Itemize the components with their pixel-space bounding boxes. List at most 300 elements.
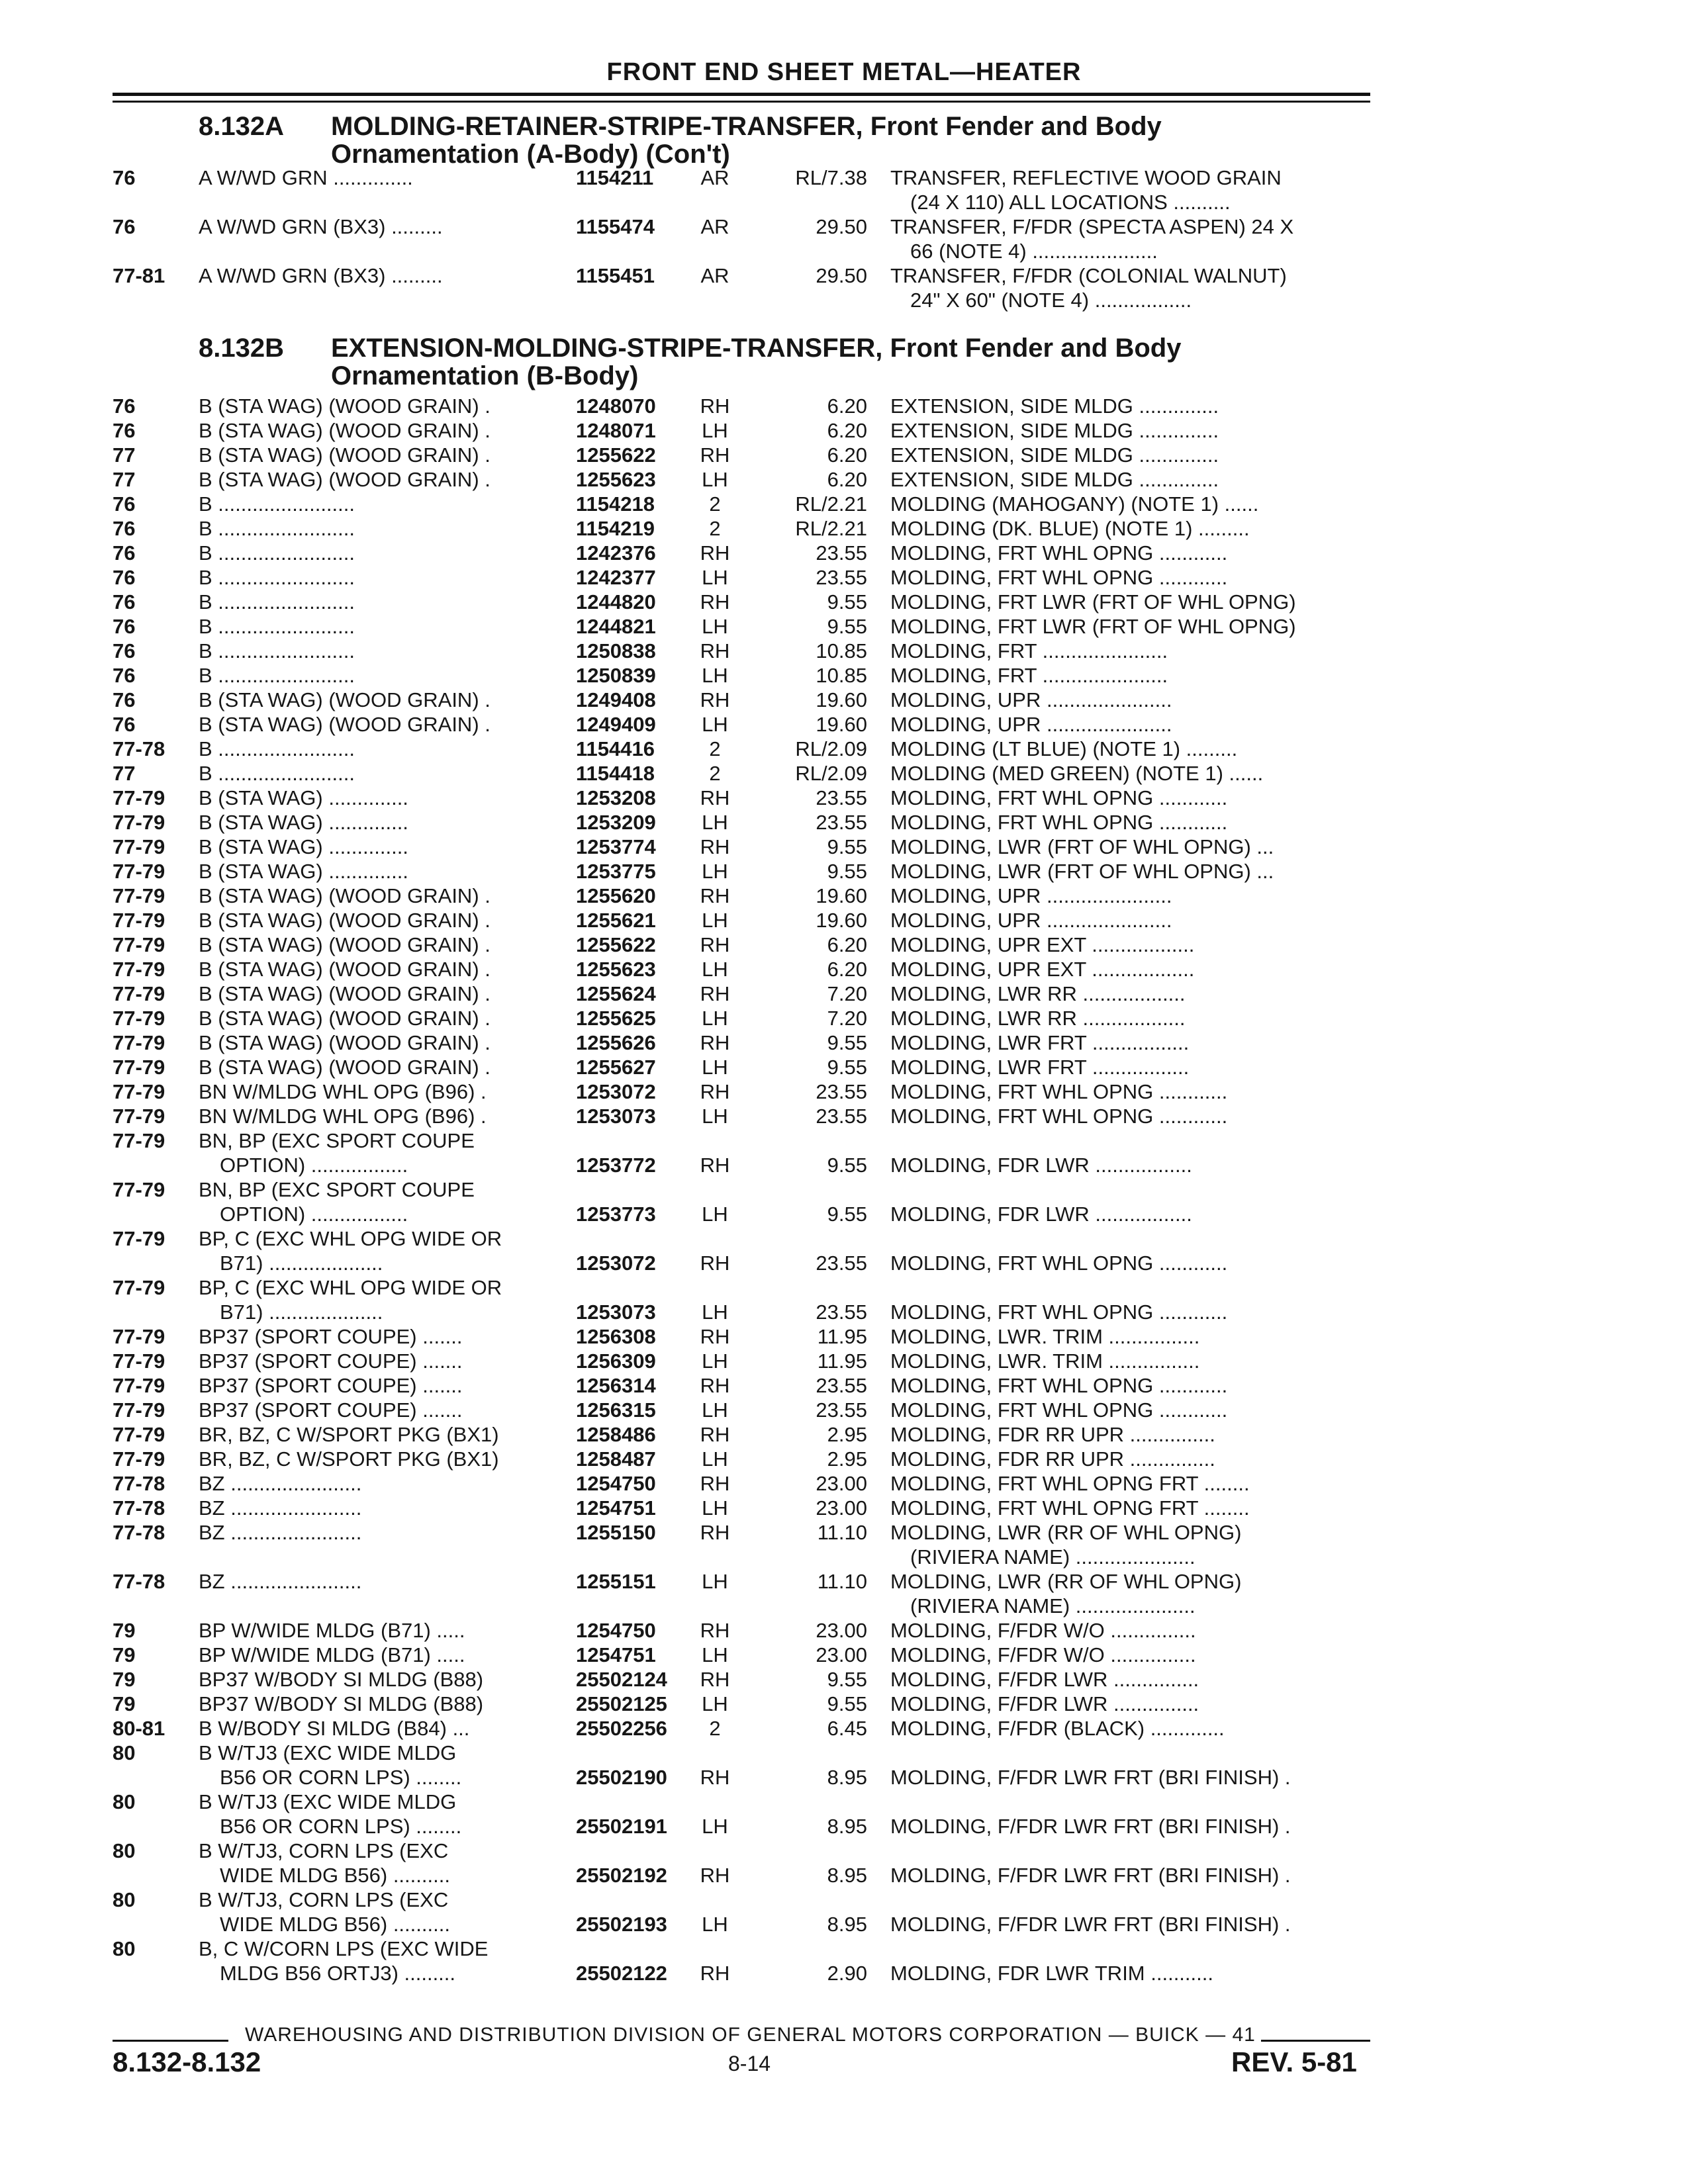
part-number: 1250839 (576, 664, 656, 687)
part-description: MOLDING, UPR ...................... (890, 688, 1172, 711)
model-year: 77-79 (113, 884, 165, 907)
part-number: 1253209 (576, 811, 656, 834)
part-description: MOLDING, FDR RR UPR ............... (890, 1423, 1215, 1446)
price: 6.20 (827, 933, 867, 956)
part-number: 1255151 (576, 1570, 656, 1593)
model-year: 79 (113, 1668, 136, 1691)
model-description: B W/TJ3, CORN LPS (EXC WIDE MLDG B56) .......... (199, 1888, 450, 1936)
side-code: RH (700, 835, 730, 858)
price: 23.55 (816, 1374, 867, 1397)
part-description: MOLDING, FRT WHL OPNG ............ (890, 541, 1228, 565)
part-description: MOLDING, F/FDR (BLACK) ............. (890, 1717, 1225, 1740)
model-description: B ........................ (199, 664, 355, 687)
part-description: MOLDING (MAHOGANY) (NOTE 1) ...... (890, 492, 1259, 516)
part-description: MOLDING, F/FDR LWR FRT (BRI FINISH) . (890, 1815, 1291, 1838)
price: 10.85 (816, 639, 867, 662)
price: 6.20 (827, 443, 867, 467)
model-year: 77-78 (113, 737, 165, 760)
price: 29.50 (816, 215, 867, 238)
price: 9.55 (827, 1056, 867, 1079)
model-description: BZ ....................... (199, 1521, 362, 1544)
part-description: MOLDING, FRT ...................... (890, 664, 1168, 687)
side-code: LH (702, 1643, 728, 1666)
side-code: RH (700, 1325, 730, 1348)
part-description: MOLDING, UPR EXT .................. (890, 958, 1195, 981)
model-description: BZ ....................... (199, 1496, 362, 1520)
model-description: BN W/MLDG WHL OPG (B96) . (199, 1105, 487, 1128)
price: 7.20 (827, 982, 867, 1005)
price: 29.50 (816, 264, 867, 287)
side-code: 2 (709, 517, 721, 540)
model-description: B (STA WAG) .............. (199, 786, 408, 809)
part-description: TRANSFER, F/FDR (COLONIAL WALNUT) 24" X 60" (NOTE 4) ................. (890, 264, 1287, 312)
part-description: MOLDING, LWR (FRT OF WHL OPNG) ... (890, 835, 1274, 858)
model-description: B (STA WAG) (WOOD GRAIN) . (199, 909, 491, 932)
price: 23.55 (816, 1080, 867, 1103)
model-description: B ........................ (199, 615, 355, 638)
model-description: B ........................ (199, 590, 355, 614)
side-code: LH (702, 1398, 728, 1422)
side-code: LH (702, 468, 728, 491)
model-description: BN, BP (EXC SPORT COUPE OPTION) ................. (199, 1129, 475, 1177)
side-code: LH (702, 811, 728, 834)
side-code: RH (700, 1521, 730, 1544)
price: 23.55 (816, 1105, 867, 1128)
part-description: MOLDING, F/FDR W/O ............... (890, 1643, 1196, 1666)
model-description: B (STA WAG) (WOOD GRAIN) . (199, 1056, 491, 1079)
model-description: B ........................ (199, 737, 355, 760)
price: 23.55 (816, 811, 867, 834)
price: 2.95 (827, 1423, 867, 1446)
price: RL/2.09 (795, 737, 867, 760)
price: 11.10 (817, 1521, 867, 1544)
footer-revision: REV. 5-81 (1231, 2046, 1357, 2077)
model-year: 77-79 (113, 1105, 165, 1128)
part-description: MOLDING, FRT WHL OPNG FRT ........ (890, 1472, 1250, 1495)
part-number: 1255623 (576, 468, 656, 491)
part-number: 1255625 (576, 1007, 656, 1030)
part-number: 1255620 (576, 884, 656, 907)
side-code: LH (702, 1300, 728, 1324)
price: 6.20 (827, 958, 867, 981)
part-number: 1253072 (576, 1080, 656, 1103)
part-number: 1255626 (576, 1031, 656, 1054)
part-number: 1254750 (576, 1619, 656, 1642)
model-description: BP37 (SPORT COUPE) ....... (199, 1374, 463, 1397)
part-description: MOLDING, FDR LWR TRIM ........... (890, 1962, 1213, 1985)
side-code: RH (700, 1619, 730, 1642)
model-year: 76 (113, 166, 136, 189)
model-description: BP37 (SPORT COUPE) ....... (199, 1398, 463, 1422)
model-description: BN, BP (EXC SPORT COUPE OPTION) ................. (199, 1178, 475, 1226)
part-number: 1255622 (576, 933, 656, 956)
model-year: 77-79 (113, 933, 165, 956)
part-description: MOLDING (DK. BLUE) (NOTE 1) ......... (890, 517, 1250, 540)
model-description: BP W/WIDE MLDG (B71) ..... (199, 1643, 465, 1666)
side-code: RH (700, 443, 730, 467)
side-code: LH (702, 1815, 728, 1838)
side-code: RH (700, 1374, 730, 1397)
model-description: BP37 (SPORT COUPE) ....... (199, 1325, 463, 1348)
part-number: 1249408 (576, 688, 656, 711)
side-code: RH (700, 639, 730, 662)
model-year: 76 (113, 713, 136, 736)
part-description: MOLDING, F/FDR LWR FRT (BRI FINISH) . (890, 1864, 1291, 1887)
part-number: 1248071 (576, 419, 656, 442)
part-description: EXTENSION, SIDE MLDG .............. (890, 394, 1219, 418)
side-code: LH (702, 958, 728, 981)
model-year: 76 (113, 664, 136, 687)
part-number: 1154218 (576, 492, 655, 516)
price: 23.55 (816, 1300, 867, 1324)
side-code: AR (700, 215, 729, 238)
model-description: B W/TJ3 (EXC WIDE MLDG B56 OR CORN LPS) ........ (199, 1741, 462, 1789)
footer-rule-right (1261, 2040, 1370, 2042)
part-description: MOLDING (LT BLUE) (NOTE 1) ......... (890, 737, 1238, 760)
part-number: 1256314 (576, 1374, 656, 1397)
model-year: 77 (113, 762, 136, 785)
model-description: BP37 (SPORT COUPE) ....... (199, 1349, 463, 1373)
model-description: B (STA WAG) (WOOD GRAIN) . (199, 394, 491, 418)
model-year: 76 (113, 492, 136, 516)
side-code: LH (702, 1447, 728, 1471)
part-description: MOLDING, LWR FRT ................. (890, 1056, 1190, 1079)
model-year: 77-79 (113, 1056, 165, 1079)
footer-page-number: 8-14 (728, 2052, 771, 2075)
price: 9.55 (827, 835, 867, 858)
side-code: LH (702, 615, 728, 638)
model-year: 77-79 (113, 811, 165, 834)
part-description: MOLDING, UPR ...................... (890, 713, 1172, 736)
price: 9.55 (827, 1031, 867, 1054)
model-year: 77-78 (113, 1496, 165, 1520)
side-code: LH (702, 664, 728, 687)
side-code: RH (700, 1154, 730, 1177)
model-year: 77-79 (113, 786, 165, 809)
model-description: B (STA WAG) (WOOD GRAIN) . (199, 713, 491, 736)
model-year: 77-79 (113, 1423, 165, 1446)
part-number: 1154211 (576, 166, 654, 189)
price: 23.55 (816, 1251, 867, 1275)
part-description: EXTENSION, SIDE MLDG .............. (890, 468, 1219, 491)
side-code: LH (702, 713, 728, 736)
price: 23.55 (816, 1398, 867, 1422)
part-number: 1256315 (576, 1398, 656, 1422)
part-description: MOLDING, FRT WHL OPNG ............ (890, 786, 1228, 809)
model-description: B (STA WAG) (WOOD GRAIN) . (199, 1031, 491, 1054)
part-number: 1253072 (576, 1251, 656, 1275)
price: 8.95 (827, 1864, 867, 1887)
model-description: BP37 W/BODY SI MLDG (B88) (199, 1668, 484, 1691)
part-description: MOLDING, F/FDR W/O ............... (890, 1619, 1196, 1642)
model-description: B (STA WAG) (WOOD GRAIN) . (199, 688, 491, 711)
side-code: RH (700, 1668, 730, 1691)
model-description: BR, BZ, C W/SPORT PKG (BX1) (199, 1447, 499, 1471)
price: 6.20 (827, 419, 867, 442)
model-description: B (STA WAG) .............. (199, 811, 408, 834)
part-number: 1250838 (576, 639, 656, 662)
side-code: 2 (709, 737, 721, 760)
price: 23.00 (816, 1619, 867, 1642)
model-year: 77-79 (113, 1374, 165, 1397)
model-description: B (STA WAG) (WOOD GRAIN) . (199, 933, 491, 956)
model-description: BN W/MLDG WHL OPG (B96) . (199, 1080, 487, 1103)
model-description: B (STA WAG) (WOOD GRAIN) . (199, 468, 491, 491)
model-description: B (STA WAG) (WOOD GRAIN) . (199, 419, 491, 442)
part-number: 1155474 (576, 215, 655, 238)
part-description: EXTENSION, SIDE MLDG .............. (890, 443, 1219, 467)
model-year: 77-79 (113, 1447, 165, 1471)
part-number: 25502256 (576, 1717, 667, 1740)
part-number: 1258487 (576, 1447, 656, 1471)
model-year: 77-79 (113, 909, 165, 932)
part-description: MOLDING, F/FDR LWR ............... (890, 1692, 1199, 1715)
model-description: B (STA WAG) (WOOD GRAIN) . (199, 958, 491, 981)
part-number: 1256309 (576, 1349, 656, 1373)
model-description: B ........................ (199, 517, 355, 540)
part-number: 25502122 (576, 1962, 667, 1985)
price: 23.00 (816, 1496, 867, 1520)
price: 6.45 (827, 1717, 867, 1740)
price: 9.55 (827, 1203, 867, 1226)
model-description: B W/TJ3 (EXC WIDE MLDG B56 OR CORN LPS) ........ (199, 1790, 462, 1838)
side-code: LH (702, 419, 728, 442)
part-number: 1253073 (576, 1300, 656, 1324)
model-year: 80 (113, 1888, 136, 1911)
page-header: FRONT END SHEET METAL—HEATER (606, 58, 1082, 86)
model-year: 76 (113, 541, 136, 565)
price: 8.95 (827, 1815, 867, 1838)
side-code: RH (700, 1472, 730, 1495)
header-rule (113, 93, 1370, 96)
footer-rule-left (113, 2040, 228, 2042)
price: 9.55 (827, 1154, 867, 1177)
model-description: B (STA WAG) (WOOD GRAIN) . (199, 443, 491, 467)
part-number: 1155451 (576, 264, 655, 287)
part-number: 1255622 (576, 443, 656, 467)
side-code: LH (702, 1349, 728, 1373)
price: 11.10 (817, 1570, 867, 1593)
part-description: MOLDING, FDR LWR ................. (890, 1203, 1192, 1226)
part-number: 1253772 (576, 1154, 656, 1177)
side-code: 2 (709, 762, 721, 785)
model-year: 76 (113, 688, 136, 711)
model-year: 77 (113, 468, 136, 491)
side-code: RH (700, 1766, 730, 1789)
side-code: RH (700, 394, 730, 418)
model-year: 77-79 (113, 958, 165, 981)
part-number: 25502193 (576, 1913, 667, 1936)
model-description: BZ ....................... (199, 1472, 362, 1495)
price: 6.20 (827, 394, 867, 418)
part-description: MOLDING, LWR. TRIM ................ (890, 1349, 1200, 1373)
side-code: RH (700, 1251, 730, 1275)
part-description: MOLDING, LWR (FRT OF WHL OPNG) ... (890, 860, 1274, 883)
part-number: 1254751 (576, 1643, 656, 1666)
price: 9.55 (827, 615, 867, 638)
part-description: MOLDING, FRT WHL OPNG ............ (890, 1105, 1228, 1128)
part-number: 1255624 (576, 982, 656, 1005)
part-description: EXTENSION, SIDE MLDG .............. (890, 419, 1219, 442)
part-description: TRANSFER, REFLECTIVE WOOD GRAIN (24 X 110) ALL LOCATIONS .......... (890, 166, 1282, 214)
side-code: RH (700, 786, 730, 809)
model-description: B, C W/CORN LPS (EXC WIDE MLDG B56 ORTJ3) ......... (199, 1937, 489, 1985)
model-year: 76 (113, 590, 136, 614)
part-number: 1248070 (576, 394, 656, 418)
model-year: 79 (113, 1619, 136, 1642)
part-description: MOLDING, FRT WHL OPNG ............ (890, 1398, 1228, 1422)
price: 9.55 (827, 590, 867, 614)
model-year: 77-79 (113, 1080, 165, 1103)
side-code: LH (702, 1056, 728, 1079)
price: 9.55 (827, 1692, 867, 1715)
part-description: MOLDING, FRT WHL OPNG ............ (890, 1251, 1228, 1275)
side-code: 2 (709, 492, 721, 516)
model-description: BZ ....................... (199, 1570, 362, 1593)
model-year: 77-79 (113, 1031, 165, 1054)
part-number: 1244820 (576, 590, 656, 614)
price: 9.55 (827, 860, 867, 883)
part-number: 1255621 (576, 909, 656, 932)
part-description: MOLDING, LWR (RR OF WHL OPNG) (RIVIERA NAME) ..................... (890, 1521, 1242, 1569)
part-description: MOLDING, FRT LWR (FRT OF WHL OPNG) (890, 615, 1296, 638)
side-code: RH (700, 933, 730, 956)
model-year: 80 (113, 1839, 136, 1862)
model-year: 77-78 (113, 1570, 165, 1593)
part-number: 1255623 (576, 958, 656, 981)
part-description: MOLDING, UPR ...................... (890, 909, 1172, 932)
model-year: 76 (113, 566, 136, 589)
model-year: 76 (113, 639, 136, 662)
price: 23.55 (816, 566, 867, 589)
price: RL/2.21 (795, 492, 867, 516)
model-description: B ........................ (199, 639, 355, 662)
part-description: MOLDING, LWR FRT ................. (890, 1031, 1190, 1054)
price: RL/7.38 (795, 166, 867, 189)
side-code: 2 (709, 1717, 721, 1740)
part-number: 1256308 (576, 1325, 656, 1348)
model-year: 77-79 (113, 1325, 165, 1348)
model-description: B (STA WAG) (WOOD GRAIN) . (199, 982, 491, 1005)
part-number: 1254751 (576, 1496, 656, 1520)
model-description: B (STA WAG) .............. (199, 835, 408, 858)
part-number: 25502192 (576, 1864, 667, 1887)
part-number: 1253773 (576, 1203, 656, 1226)
side-code: RH (700, 1423, 730, 1446)
part-number: 1154416 (576, 737, 655, 760)
part-number: 1242377 (576, 566, 656, 589)
price: 23.00 (816, 1472, 867, 1495)
side-code: RH (700, 884, 730, 907)
side-code: LH (702, 1692, 728, 1715)
price: 11.95 (817, 1325, 867, 1348)
side-code: RH (700, 1031, 730, 1054)
price: 2.90 (827, 1962, 867, 1985)
part-description: MOLDING, FRT WHL OPNG ............ (890, 811, 1228, 834)
part-description: MOLDING, FRT ...................... (890, 639, 1168, 662)
price: 23.00 (816, 1643, 867, 1666)
model-year: 76 (113, 215, 136, 238)
side-code: LH (702, 566, 728, 589)
price: 8.95 (827, 1913, 867, 1936)
price: 2.95 (827, 1447, 867, 1471)
price: 19.60 (816, 884, 867, 907)
part-number: 1255627 (576, 1056, 656, 1079)
model-year: 77-79 (113, 1276, 165, 1299)
model-year: 79 (113, 1643, 136, 1666)
part-number: 1249409 (576, 713, 656, 736)
model-year: 76 (113, 615, 136, 638)
side-code: AR (700, 264, 729, 287)
part-number: 1253774 (576, 835, 656, 858)
model-description: BP37 W/BODY SI MLDG (B88) (199, 1692, 484, 1715)
model-year: 77 (113, 443, 136, 467)
part-number: 25502125 (576, 1692, 667, 1715)
price: 8.95 (827, 1766, 867, 1789)
model-description: B ........................ (199, 541, 355, 565)
part-description: MOLDING, LWR RR .................. (890, 982, 1186, 1005)
part-description: MOLDING, UPR ...................... (890, 884, 1172, 907)
part-description: MOLDING, FRT LWR (FRT OF WHL OPNG) (890, 590, 1296, 614)
model-year: 77-79 (113, 982, 165, 1005)
part-number: 1253073 (576, 1105, 656, 1128)
footer-section-ref: 8.132-8.132 (113, 2046, 261, 2077)
side-code: RH (700, 1864, 730, 1887)
part-number: 1258486 (576, 1423, 656, 1446)
section-title-8-132a: 8.132A MOLDING-RETAINER-STRIPE-TRANSFER, Front Fender and Body Ornamentation (A-Body) (Con't) (199, 112, 1162, 169)
part-description: MOLDING, FRT WHL OPNG ............ (890, 1374, 1228, 1397)
part-description: MOLDING, FRT WHL OPNG FRT ........ (890, 1496, 1250, 1520)
model-description: A W/WD GRN (BX3) ......... (199, 215, 443, 238)
side-code: LH (702, 860, 728, 883)
model-year: 80 (113, 1790, 136, 1813)
part-description: MOLDING, UPR EXT .................. (890, 933, 1195, 956)
model-description: B (STA WAG) .............. (199, 860, 408, 883)
part-description: MOLDING, FRT WHL OPNG ............ (890, 1300, 1228, 1324)
model-description: B (STA WAG) (WOOD GRAIN) . (199, 1007, 491, 1030)
price: 7.20 (827, 1007, 867, 1030)
side-code: LH (702, 1007, 728, 1030)
model-description: B ........................ (199, 492, 355, 516)
side-code: AR (700, 166, 729, 189)
model-description: BP W/WIDE MLDG (B71) ..... (199, 1619, 465, 1642)
header-rule-thin (113, 101, 1370, 103)
side-code: RH (700, 590, 730, 614)
part-number: 25502124 (576, 1668, 667, 1691)
side-code: RH (700, 1962, 730, 1985)
model-description: B W/TJ3, CORN LPS (EXC WIDE MLDG B56) .......... (199, 1839, 450, 1887)
price: 9.55 (827, 1668, 867, 1691)
part-description: MOLDING, FDR RR UPR ............... (890, 1447, 1215, 1471)
price: 11.95 (817, 1349, 867, 1373)
part-description: MOLDING (MED GREEN) (NOTE 1) ...... (890, 762, 1264, 785)
side-code: RH (700, 541, 730, 565)
price: 23.55 (816, 786, 867, 809)
model-year: 80 (113, 1937, 136, 1960)
model-description: A W/WD GRN (BX3) ......... (199, 264, 443, 287)
footer-division: WAREHOUSING AND DISTRIBUTION DIVISION OF GENERAL MOTORS CORPORATION — BUICK — 41 (245, 2024, 1256, 2046)
model-year: 77-79 (113, 1007, 165, 1030)
model-year: 77-79 (113, 1227, 165, 1250)
model-year: 77-81 (113, 264, 165, 287)
side-code: LH (702, 909, 728, 932)
model-year: 80-81 (113, 1717, 165, 1740)
side-code: LH (702, 1203, 728, 1226)
model-year: 77-79 (113, 1178, 165, 1201)
part-description: TRANSFER, F/FDR (SPECTA ASPEN) 24 X 66 (NOTE 4) ...................... (890, 215, 1294, 263)
price: 19.60 (816, 688, 867, 711)
price: 6.20 (827, 468, 867, 491)
